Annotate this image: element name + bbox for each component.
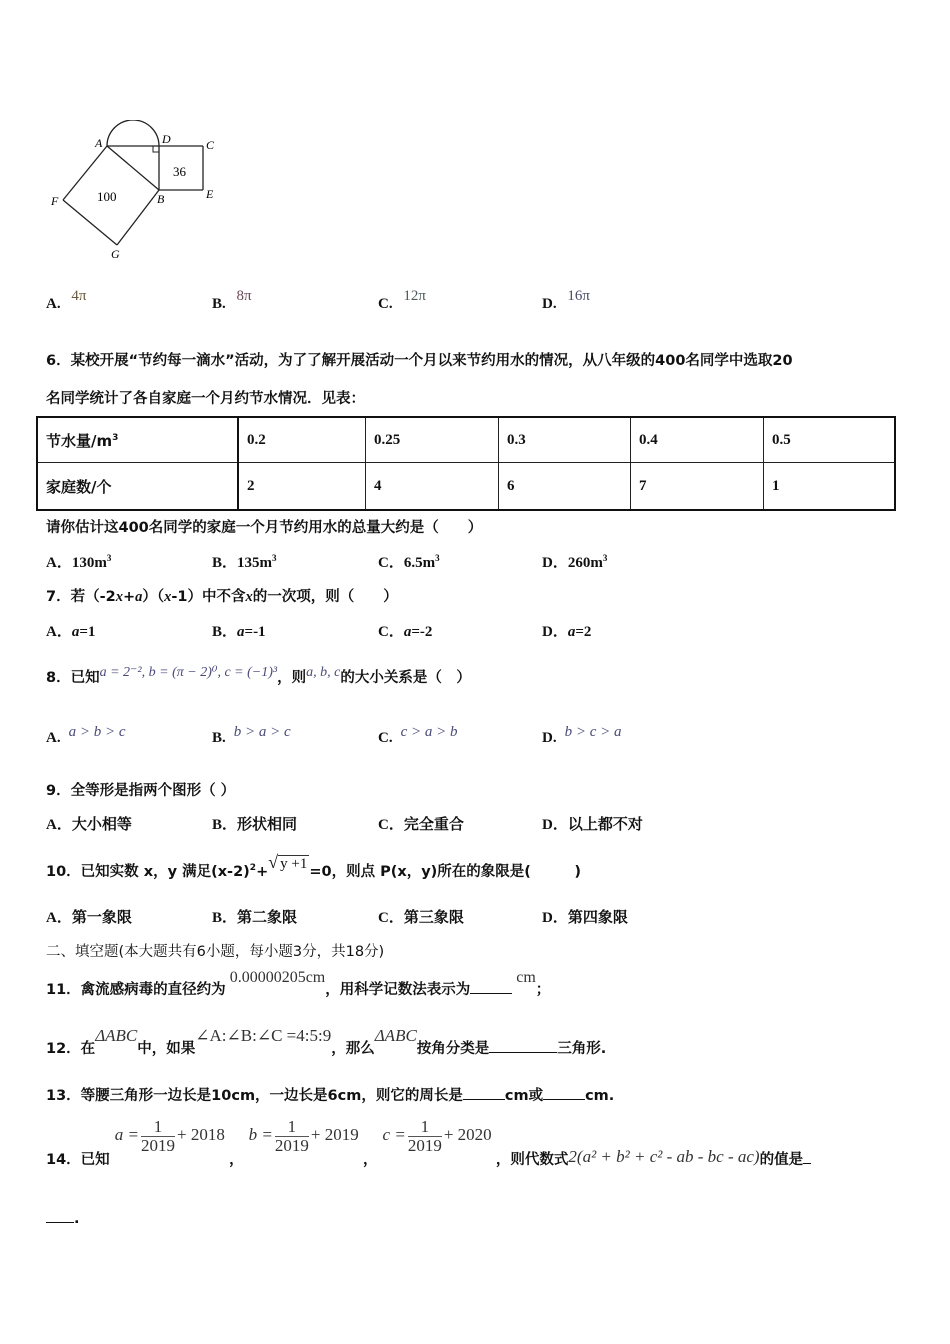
table-header-households: 家庭数/个 xyxy=(37,463,238,511)
q7-option-d[interactable]: D．a=2 xyxy=(542,624,592,640)
q9-option-a[interactable]: A．大小相等 xyxy=(46,815,132,833)
table-cell: 2 xyxy=(238,463,366,511)
label-f: F xyxy=(51,194,59,208)
table-cell: 4 xyxy=(366,463,499,511)
q5-option-b[interactable]: B. 8π xyxy=(212,288,252,312)
table-cell: 6 xyxy=(499,463,631,511)
answer-blank[interactable] xyxy=(463,1085,505,1100)
q6-option-c[interactable]: C．$6.5m^3$ xyxy=(378,553,440,571)
q14-continuation: . xyxy=(46,1208,80,1227)
q14-c-expr: c = $\frac{1}{2019}$ + 2020 xyxy=(382,1117,492,1155)
q10-option-d[interactable]: D．第四象限 xyxy=(542,908,628,926)
q7-option-a[interactable]: A．a=1 xyxy=(46,624,96,640)
q6-option-b[interactable]: B．$135m^3$ xyxy=(212,553,277,571)
q6-question: 请你估计这400名同学的家庭一个月节约用水的总量大约是（ ） xyxy=(46,520,483,536)
label-g: G xyxy=(111,247,120,261)
q9-option-d[interactable]: D．以上都不对 xyxy=(542,815,643,833)
table-row xyxy=(37,417,895,463)
water-saving-table xyxy=(36,416,896,511)
q14-b-expr: b = $\frac{1}{2019}$ + 2019 xyxy=(248,1117,359,1155)
q6-text-line2: 名同学统计了各自家庭一个月约节水情况．见表： xyxy=(46,391,365,407)
table-cell: 0.4 xyxy=(631,417,764,463)
q7-option-b[interactable]: B．a=-1 xyxy=(212,624,266,640)
q8-option-b[interactable]: B. b > a > c xyxy=(212,724,291,746)
q14-text: 14．已知 a = $\frac{1}{2019}$ + 2018 ， b = $\frac{1}{2019}$ + 2019 ， c = $\frac{1}{2019}$ + 2020 ，则代数式2(a² + b² + c² - ab - bc - ac)的值是 xyxy=(46,1118,811,1155)
table-cell: 0.25 xyxy=(366,417,499,463)
big-square-area: 100 xyxy=(97,189,117,204)
q11-text: 11．禽流感病毒的直径约为0.00000205cm，用科学记数法表示为cm； xyxy=(46,969,551,998)
sqrt-expression: √ y +1 xyxy=(268,852,308,872)
q8-option-d[interactable]: D. b > c > a xyxy=(542,724,622,746)
q13-text: 13．等腰三角形一边长是10cm，一边长是6cm，则它的周长是 cm或 cm. xyxy=(46,1084,614,1105)
q12-text: 12．在ΔABC中，如果∠A:∠B:∠C =4:5:9，那么ΔABC按角分类是 三角形. xyxy=(46,1026,607,1057)
table-header-water: 节水量$/m^3$ xyxy=(37,417,238,463)
label-d: D xyxy=(162,132,171,146)
q6-text-line1: 6．某校开展“节约每一滴水”活动，为了了解开展活动一个月以来节约用水的情况，从八年级的400名同学中选取20 xyxy=(46,353,793,369)
q9-text: 9．全等形是指两个图形（ ） xyxy=(46,783,236,799)
answer-blank[interactable] xyxy=(543,1085,585,1100)
answer-blank[interactable] xyxy=(46,1208,74,1223)
table-cell: 7 xyxy=(631,463,764,511)
q9-option-c[interactable]: C．完全重合 xyxy=(378,815,464,833)
table-row xyxy=(37,463,895,511)
q5-option-a[interactable]: A. 4π xyxy=(46,288,87,312)
answer-blank[interactable] xyxy=(489,1038,557,1053)
geometry-figure xyxy=(45,120,235,265)
label-e: E xyxy=(206,187,214,201)
table-cell: 0.5 xyxy=(764,417,896,463)
label-a: A xyxy=(95,136,103,150)
label-b: B xyxy=(157,192,165,206)
table-cell: 0.2 xyxy=(238,417,366,463)
q7-text: 7．若（-2x+a）（x-1）中不含x的一次项，则（ ） xyxy=(46,589,398,605)
q6-option-a[interactable]: A．$130m^3$ xyxy=(46,553,112,571)
q8-option-a[interactable]: A. a > b > c xyxy=(46,724,126,746)
q7-option-c[interactable]: C．a=-2 xyxy=(378,624,433,640)
table-cell: 1 xyxy=(764,463,896,511)
q9-option-b[interactable]: B．形状相同 xyxy=(212,815,298,833)
answer-blank[interactable] xyxy=(803,1149,811,1164)
q5-option-c[interactable]: C. 12π xyxy=(378,288,426,312)
small-square-area: 36 xyxy=(173,164,186,179)
q10-text: 10．已知实数 x，y 满足$(x-2)^2+√$ y +1 =0，则点 P(x，y)所在的象限是( ) xyxy=(46,852,582,880)
q10-option-b[interactable]: B．第二象限 xyxy=(212,908,298,926)
table-cell: 0.3 xyxy=(499,417,631,463)
q8-text: 8．已知a = 2⁻², b = (π − 2)⁰, c = (−1)³，则a, b, c的大小关系是（ ） xyxy=(46,665,471,686)
q10-option-c[interactable]: C．第三象限 xyxy=(378,908,464,926)
q14-a-expr: a = $\frac{1}{2019}$ + 2018 xyxy=(114,1117,225,1155)
label-c: C xyxy=(206,138,215,152)
answer-blank[interactable] xyxy=(470,979,512,994)
q5-option-d[interactable]: D. 16π xyxy=(542,288,590,312)
q8-option-c[interactable]: C. c > a > b xyxy=(378,724,458,746)
q6-option-d[interactable]: D．$260m^3$ xyxy=(542,553,608,571)
section-heading: 二、填空题(本大题共有6小题，每小题3分，共18分) xyxy=(46,944,385,960)
q10-option-a[interactable]: A．第一象限 xyxy=(46,908,132,926)
